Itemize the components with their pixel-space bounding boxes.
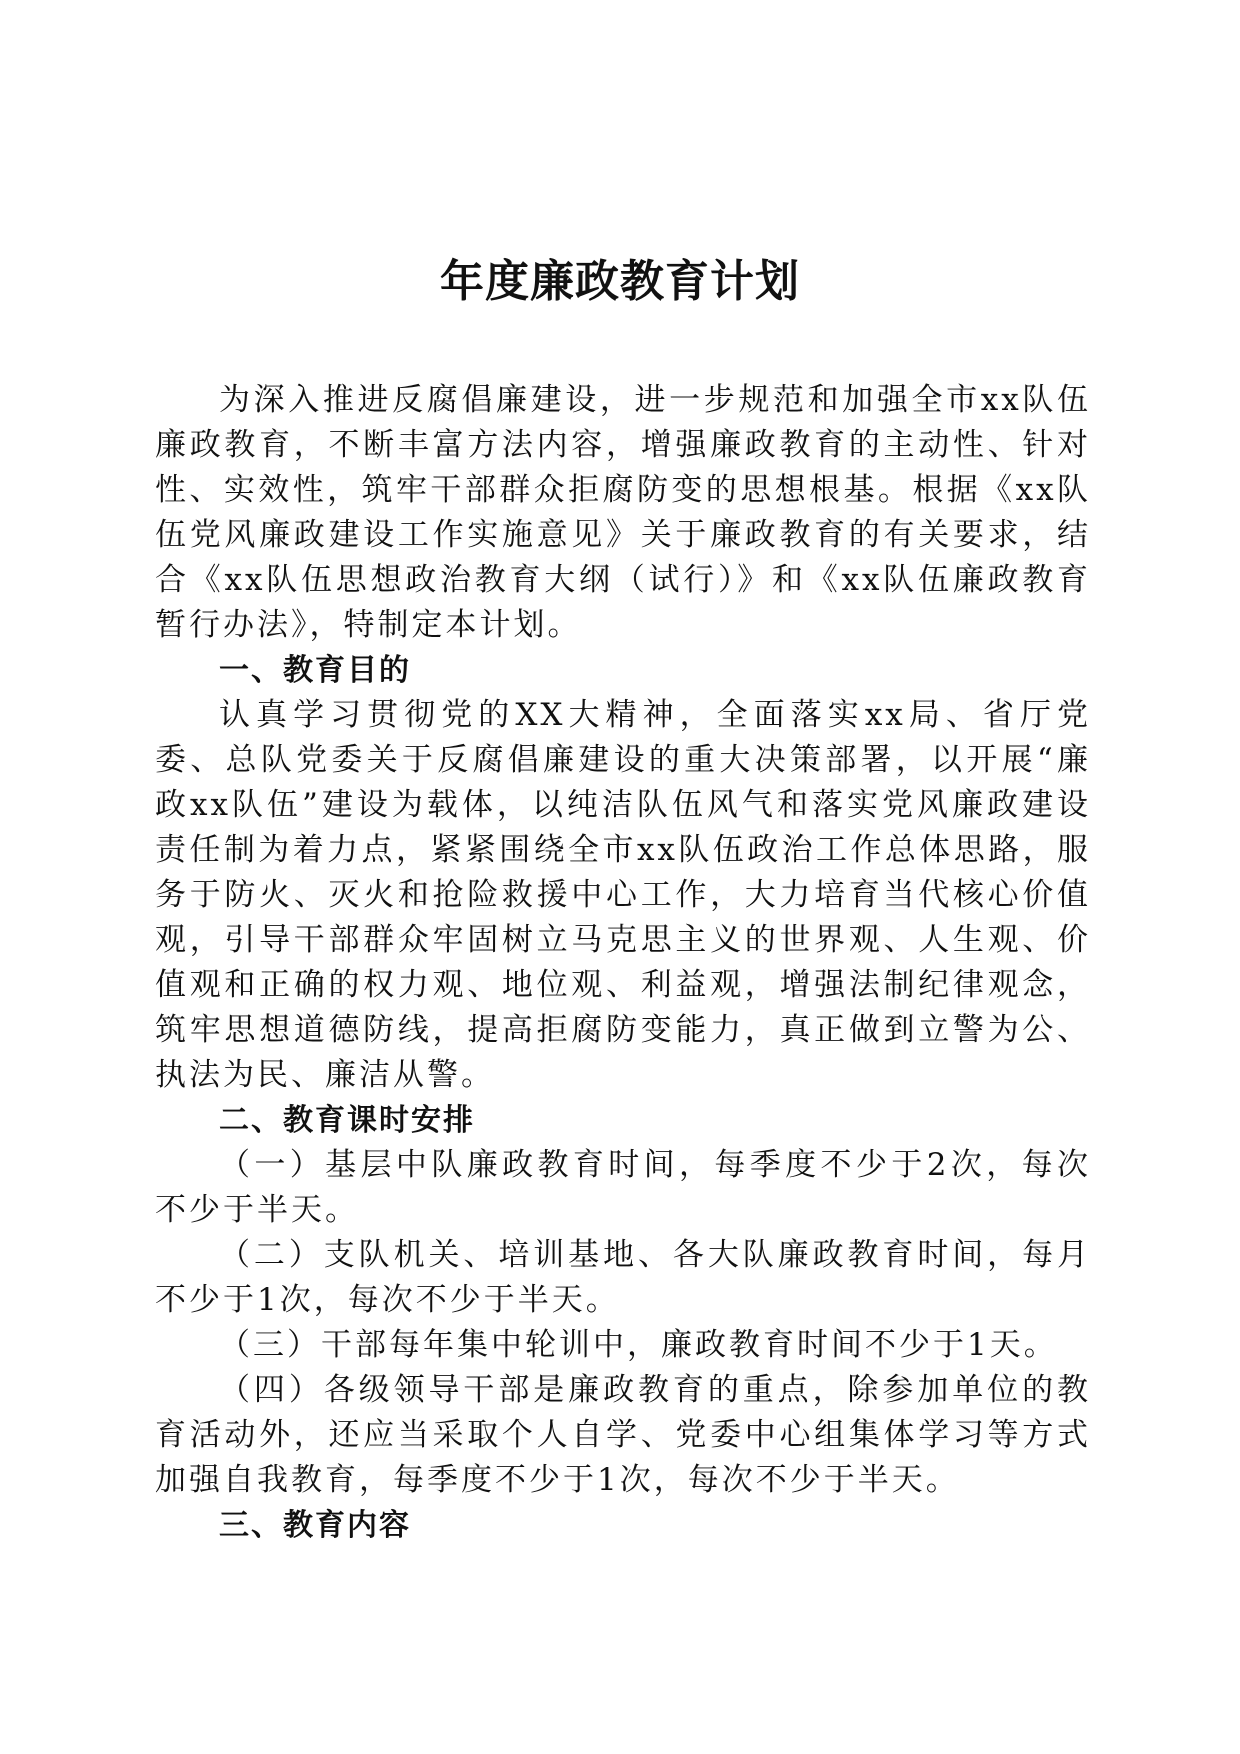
schedule-item: （二）支队机关、培训基地、各大队廉政教育时间，每月不少于1次，每次不少于半天。 <box>155 1237 1091 1318</box>
schedule-item: （四）各级领导干部是廉政教育的重点，除参加单位的教育活动外，还应当采取个人自学、党委中心组集体学习等方式加强自我教育，每季度不少于1次，每次不少于半天。 <box>155 1372 1091 1498</box>
document-body <box>155 378 1091 1548</box>
document-title: 年度廉政教育计划 <box>440 256 800 307</box>
section-heading-schedule: 二、教育课时安排 <box>219 1103 475 1138</box>
schedule-item: （三）干部每年集中轮训中，廉政教育时间不少于1天。 <box>219 1327 1058 1363</box>
schedule-item: （一）基层中队廉政教育时间，每季度不少于2次，每次不少于半天。 <box>155 1147 1091 1228</box>
intro-paragraph: 为深入推进反腐倡廉建设，进一步规范和加强全市xx队伍廉政教育，不断丰富方法内容，增强廉政教育的主动性、针对性、实效性，筑牢干部群众拒腐防变的思想根基。根据《xx队伍党风廉政建设工作实施意见》关于廉政教育的有关要求，结合《xx队伍思想政治教育大纲（试行）》和《xx队伍廉政教育暂行办法》，特制定本计划。 <box>155 382 1091 643</box>
purpose-paragraph: 认真学习贯彻党的XX大精神，全面落实xx局、省厅党委、总队党委关于反腐倡廉建设的重大决策部署，以开展“廉政xx队伍”建设为载体，以纯洁队伍风气和落实党风廉政建设责任制为着力点，紧紧围绕全市xx队伍政治工作总体思路，服务于防火、灭火和抢险救援中心工作，大力培育当代核心价值观，引导干部群众牢固树立马克思主义的世界观、人生观、价值观和正确的权力观、地位观、利益观，增强法制纪律观念，筑牢思想道德防线，提高拒腐防变能力，真正做到立警为公、执法为民、廉洁从警。 <box>155 697 1091 1093</box>
section-heading-purpose: 一、教育目的 <box>219 653 411 688</box>
section-heading-content: 三、教育内容 <box>219 1508 411 1543</box>
